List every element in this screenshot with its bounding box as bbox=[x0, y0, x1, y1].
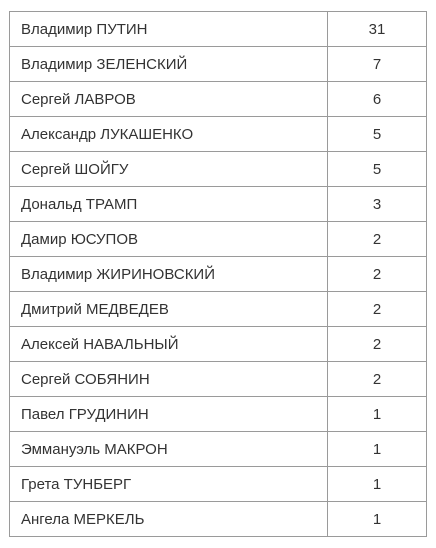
mention-count-cell: 2 bbox=[328, 327, 427, 362]
person-name-cell: Грета ТУНБЕРГ bbox=[10, 467, 328, 502]
person-name-cell: Сергей ЛАВРОВ bbox=[10, 82, 328, 117]
table-row bbox=[10, 12, 427, 47]
table-row bbox=[10, 222, 427, 257]
table-row bbox=[10, 502, 427, 537]
person-name-cell: Сергей СОБЯНИН bbox=[10, 362, 328, 397]
table-row bbox=[10, 362, 427, 397]
mention-count-cell: 2 bbox=[328, 292, 427, 327]
table-row bbox=[10, 47, 427, 82]
table-row bbox=[10, 82, 427, 117]
mention-count-cell: 31 bbox=[328, 12, 427, 47]
person-name-cell: Дамир ЮСУПОВ bbox=[10, 222, 328, 257]
table-row bbox=[10, 467, 427, 502]
person-name-cell: Владимир ПУТИН bbox=[10, 12, 328, 47]
mention-count-cell: 5 bbox=[328, 117, 427, 152]
person-name-cell: Дмитрий МЕДВЕДЕВ bbox=[10, 292, 328, 327]
table-row bbox=[10, 432, 427, 467]
table-row bbox=[10, 397, 427, 432]
mentions-table bbox=[9, 11, 427, 537]
person-name-cell: Владимир ЗЕЛЕНСКИЙ bbox=[10, 47, 328, 82]
person-name-cell: Ангела МЕРКЕЛЬ bbox=[10, 502, 328, 537]
mention-count-cell: 3 bbox=[328, 187, 427, 222]
mention-count-cell: 2 bbox=[328, 222, 427, 257]
mention-count-cell: 6 bbox=[328, 82, 427, 117]
mention-count-cell: 7 bbox=[328, 47, 427, 82]
person-name-cell: Сергей ШОЙГУ bbox=[10, 152, 328, 187]
mention-count-cell: 1 bbox=[328, 502, 427, 537]
table-row bbox=[10, 117, 427, 152]
person-name-cell: Александр ЛУКАШЕНКО bbox=[10, 117, 328, 152]
person-name-cell: Владимир ЖИРИНОВСКИЙ bbox=[10, 257, 328, 292]
person-name-cell: Павел ГРУДИНИН bbox=[10, 397, 328, 432]
table-row bbox=[10, 257, 427, 292]
table-body bbox=[10, 12, 427, 537]
person-name-cell: Дональд ТРАМП bbox=[10, 187, 328, 222]
mention-count-cell: 1 bbox=[328, 432, 427, 467]
table-row bbox=[10, 152, 427, 187]
mention-count-cell: 5 bbox=[328, 152, 427, 187]
mentions-table-container bbox=[9, 11, 427, 537]
table-row bbox=[10, 292, 427, 327]
table-row bbox=[10, 187, 427, 222]
person-name-cell: Эммануэль МАКРОН bbox=[10, 432, 328, 467]
mention-count-cell: 1 bbox=[328, 397, 427, 432]
table-row bbox=[10, 327, 427, 362]
mention-count-cell: 2 bbox=[328, 362, 427, 397]
person-name-cell: Алексей НАВАЛЬНЫЙ bbox=[10, 327, 328, 362]
mention-count-cell: 2 bbox=[328, 257, 427, 292]
mention-count-cell: 1 bbox=[328, 467, 427, 502]
